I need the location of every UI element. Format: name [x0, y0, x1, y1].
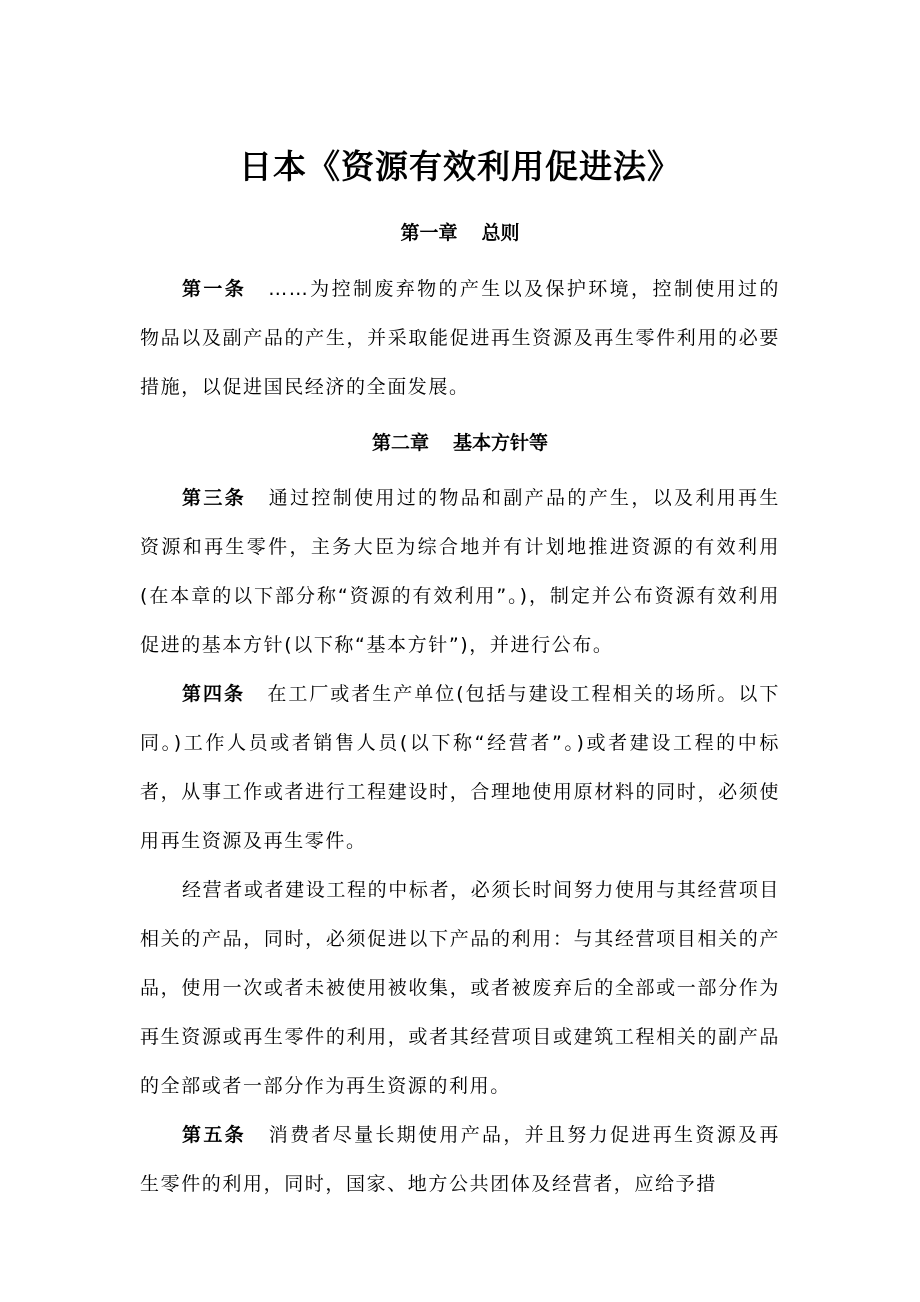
- article-text: 经营者或者建设工程的中标者，必须长时间努力使用与其经营项目相关的产品，同时，必须促进以下产品的利用：与其经营项目相关的产品，使用一次或者未被使用被收集，或者被废弃后的全部或一部分作为再生资源或再生零件的利用，或者其经营项目或建筑工程相关的副产品的全部或者一部分作为再生资源的利用。: [140, 879, 780, 1097]
- article-3: [140, 474, 780, 670]
- article-5: [140, 1111, 780, 1209]
- article-label: 第三条: [182, 487, 246, 509]
- article-4-paragraph-2: [140, 866, 780, 1111]
- article-text: ……为控制废弃物的产生以及保护环境，控制使用过的物品以及副产品的产生，并采取能促进再生资源及再生零件利用的必要措施，以促进国民经济的全面发展。: [140, 278, 780, 398]
- article-4: [140, 670, 780, 866]
- chapter-heading-1: [0, 218, 920, 248]
- article-text: 在工厂或者生产单位(包括与建设工程相关的场所。以下同。)工作人员或者销售人员(以下称“经营者”。)或者建设工程的中标者，从事工作或者进行工程建设时，合理地使用原材料的同时，必须使用再生资源及再生零件。: [140, 683, 780, 852]
- article-label: 第一条: [182, 278, 247, 300]
- article-1: [140, 265, 780, 412]
- article-text: 消费者尽量长期使用产品，并且努力促进再生资源及再生零件的利用，同时，国家、地方公共团体及经营者，应给予措: [140, 1124, 780, 1195]
- article-label: 第四条: [182, 683, 245, 705]
- chapter-number: 第二章: [371, 432, 429, 454]
- chapter-heading-2: [0, 428, 920, 458]
- article-label: 第五条: [182, 1124, 246, 1146]
- article-text: 通过控制使用过的物品和副产品的产生，以及利用再生资源和再生零件，主务大臣为综合地并有计划地推进资源的有效利用(在本章的以下部分称“资源的有效利用”。)，制定并公布资源有效利用促进的基本方针(以下称“基本方针”)，并进行公布。: [140, 487, 780, 656]
- chapter-name: 基本方针等: [453, 432, 549, 454]
- chapter-name: 总则: [481, 222, 520, 244]
- chapter-number: 第一章: [400, 222, 458, 244]
- document-title: 日本《资源有效利用促进法》: [239, 147, 681, 186]
